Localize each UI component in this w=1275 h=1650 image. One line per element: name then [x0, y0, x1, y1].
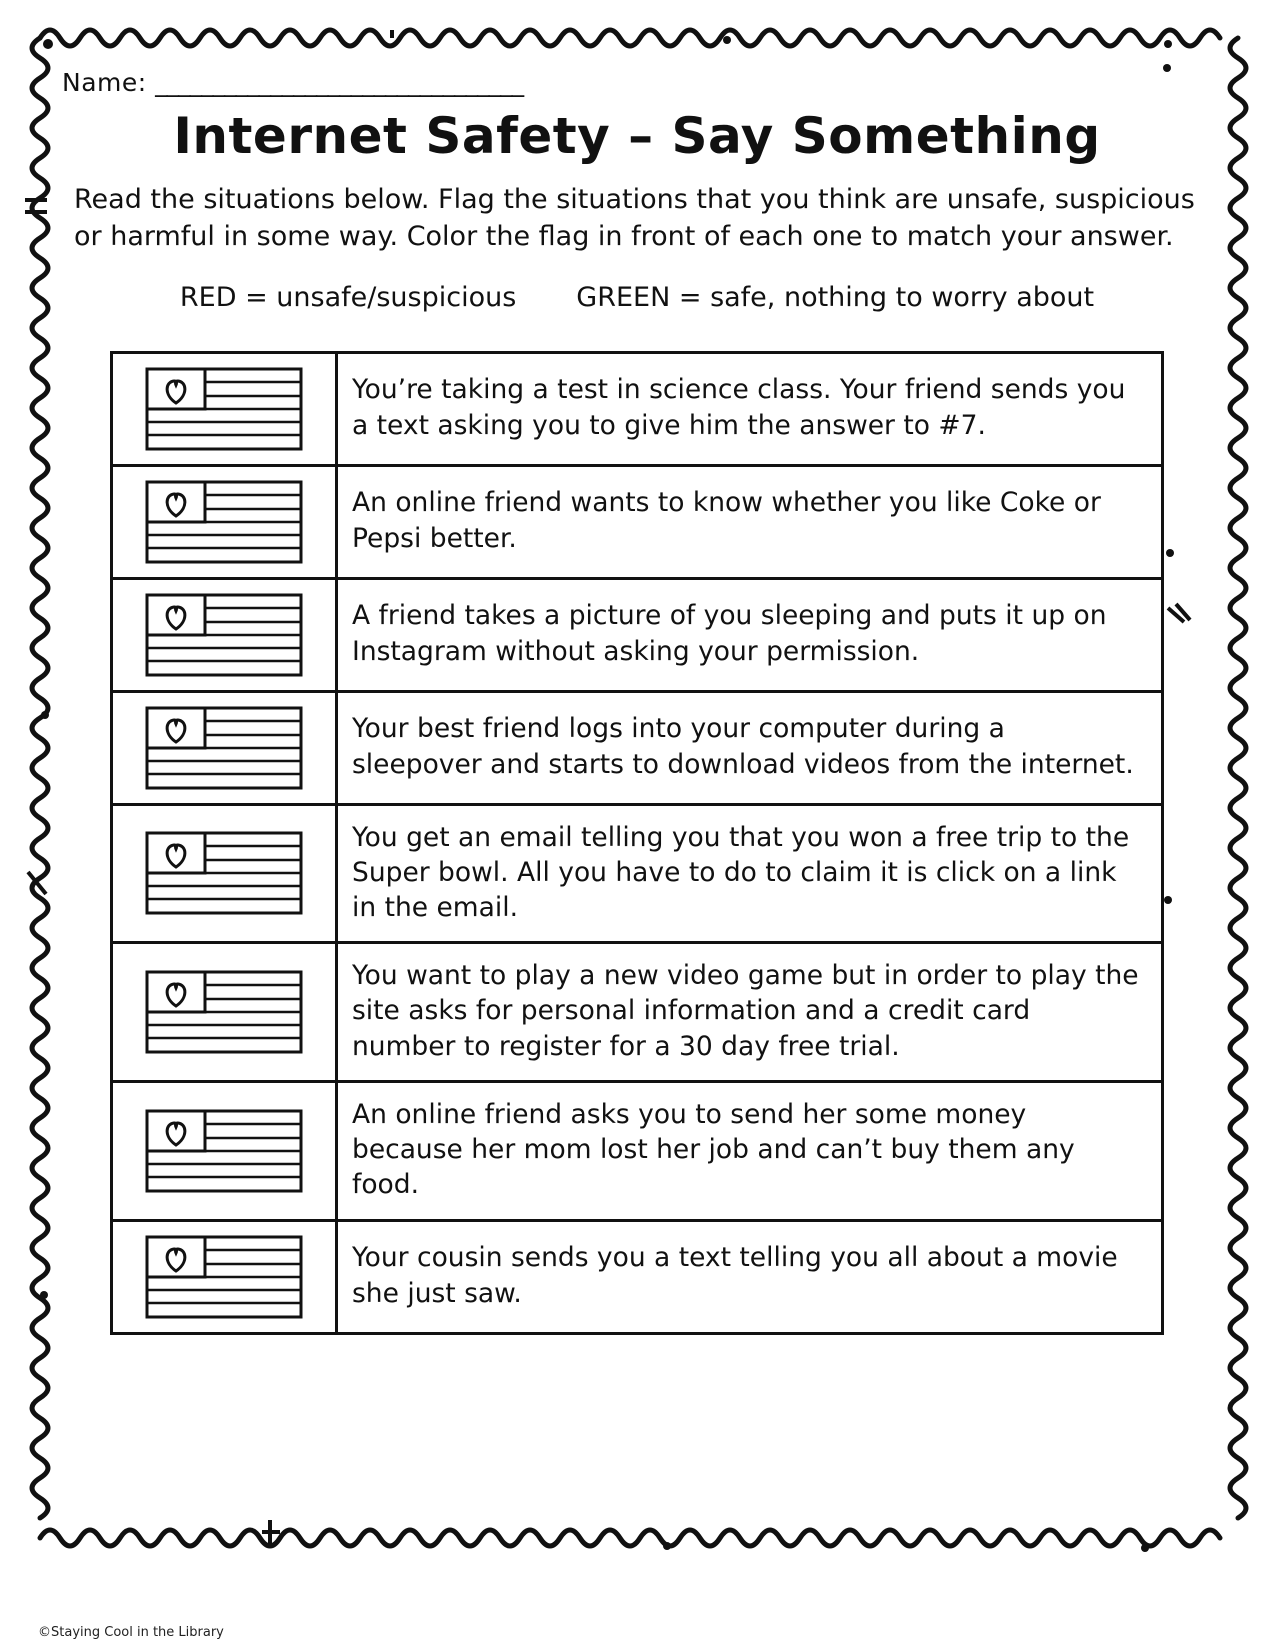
situation-text: An online friend wants to know whether you like Coke or Pepsi better.	[352, 487, 1101, 554]
table-row	[113, 467, 1161, 580]
situation-text: A friend takes a picture of you sleeping and puts it up on Instagram without asking your permission.	[352, 600, 1107, 667]
table-row	[113, 354, 1161, 467]
flag-icon[interactable]	[144, 366, 304, 452]
flag-coloring-cell[interactable]	[113, 354, 338, 464]
flag-icon[interactable]	[144, 479, 304, 565]
situations-table	[110, 351, 1164, 1335]
situation-text: An online friend asks you to send her some money because her mom lost her job and can’t buy them any food.	[352, 1098, 1075, 1201]
flag-icon[interactable]	[144, 1108, 304, 1194]
flag-coloring-cell[interactable]	[113, 467, 338, 577]
flag-icon[interactable]	[144, 969, 304, 1055]
key-green: GREEN = safe, nothing to worry about	[576, 281, 1095, 313]
flag-coloring-cell[interactable]	[113, 1083, 338, 1219]
table-row	[113, 944, 1161, 1083]
situation-text: Your cousin sends you a text telling you all about a movie she just saw.	[352, 1242, 1118, 1309]
situation-text: You’re taking a test in science class. Your friend sends you a text asking you to give him the answer to #7.	[352, 374, 1126, 441]
situation-text: Your best friend logs into your computer during a sleepover and starts to download videos from the internet.	[352, 713, 1134, 780]
copyright-credit: ©Staying Cool in the Library	[38, 1625, 224, 1640]
worksheet-sheet	[52, 40, 1222, 1610]
situation-text: You want to play a new video game but in order to play the site asks for personal information and a credit card number to register for a 30 day free trial.	[352, 960, 1139, 1062]
table-row	[113, 580, 1161, 693]
flag-coloring-cell[interactable]	[113, 806, 338, 942]
flag-icon[interactable]	[144, 705, 304, 791]
flag-icon[interactable]	[144, 592, 304, 678]
table-row	[113, 1083, 1161, 1222]
name-field-line	[62, 68, 1222, 97]
table-row	[113, 806, 1161, 945]
flag-icon[interactable]	[144, 1234, 304, 1320]
flag-icon[interactable]	[144, 830, 304, 916]
flag-coloring-cell[interactable]	[113, 580, 338, 690]
page-title: Internet Safety – Say Something	[173, 107, 1101, 165]
flag-coloring-cell[interactable]	[113, 693, 338, 803]
color-key	[52, 282, 1222, 313]
name-blank-rule[interactable]: ________________________________	[155, 68, 524, 97]
situation-text: You get an email telling you that you won a free trip to the Super bowl. All you have to do to claim it is click on a link in the email.	[352, 821, 1130, 923]
instructions-text: Read the situations below. Flag the situations that you think are unsafe, suspicious or harmful in some way. Color the flag in front of each one to match your answer.	[74, 184, 1195, 253]
key-red: RED = unsafe/suspicious	[179, 281, 517, 313]
flag-coloring-cell[interactable]	[113, 944, 338, 1080]
name-label: Name:	[62, 68, 147, 97]
table-row	[113, 693, 1161, 806]
flag-coloring-cell[interactable]	[113, 1222, 338, 1332]
table-row	[113, 1222, 1161, 1335]
